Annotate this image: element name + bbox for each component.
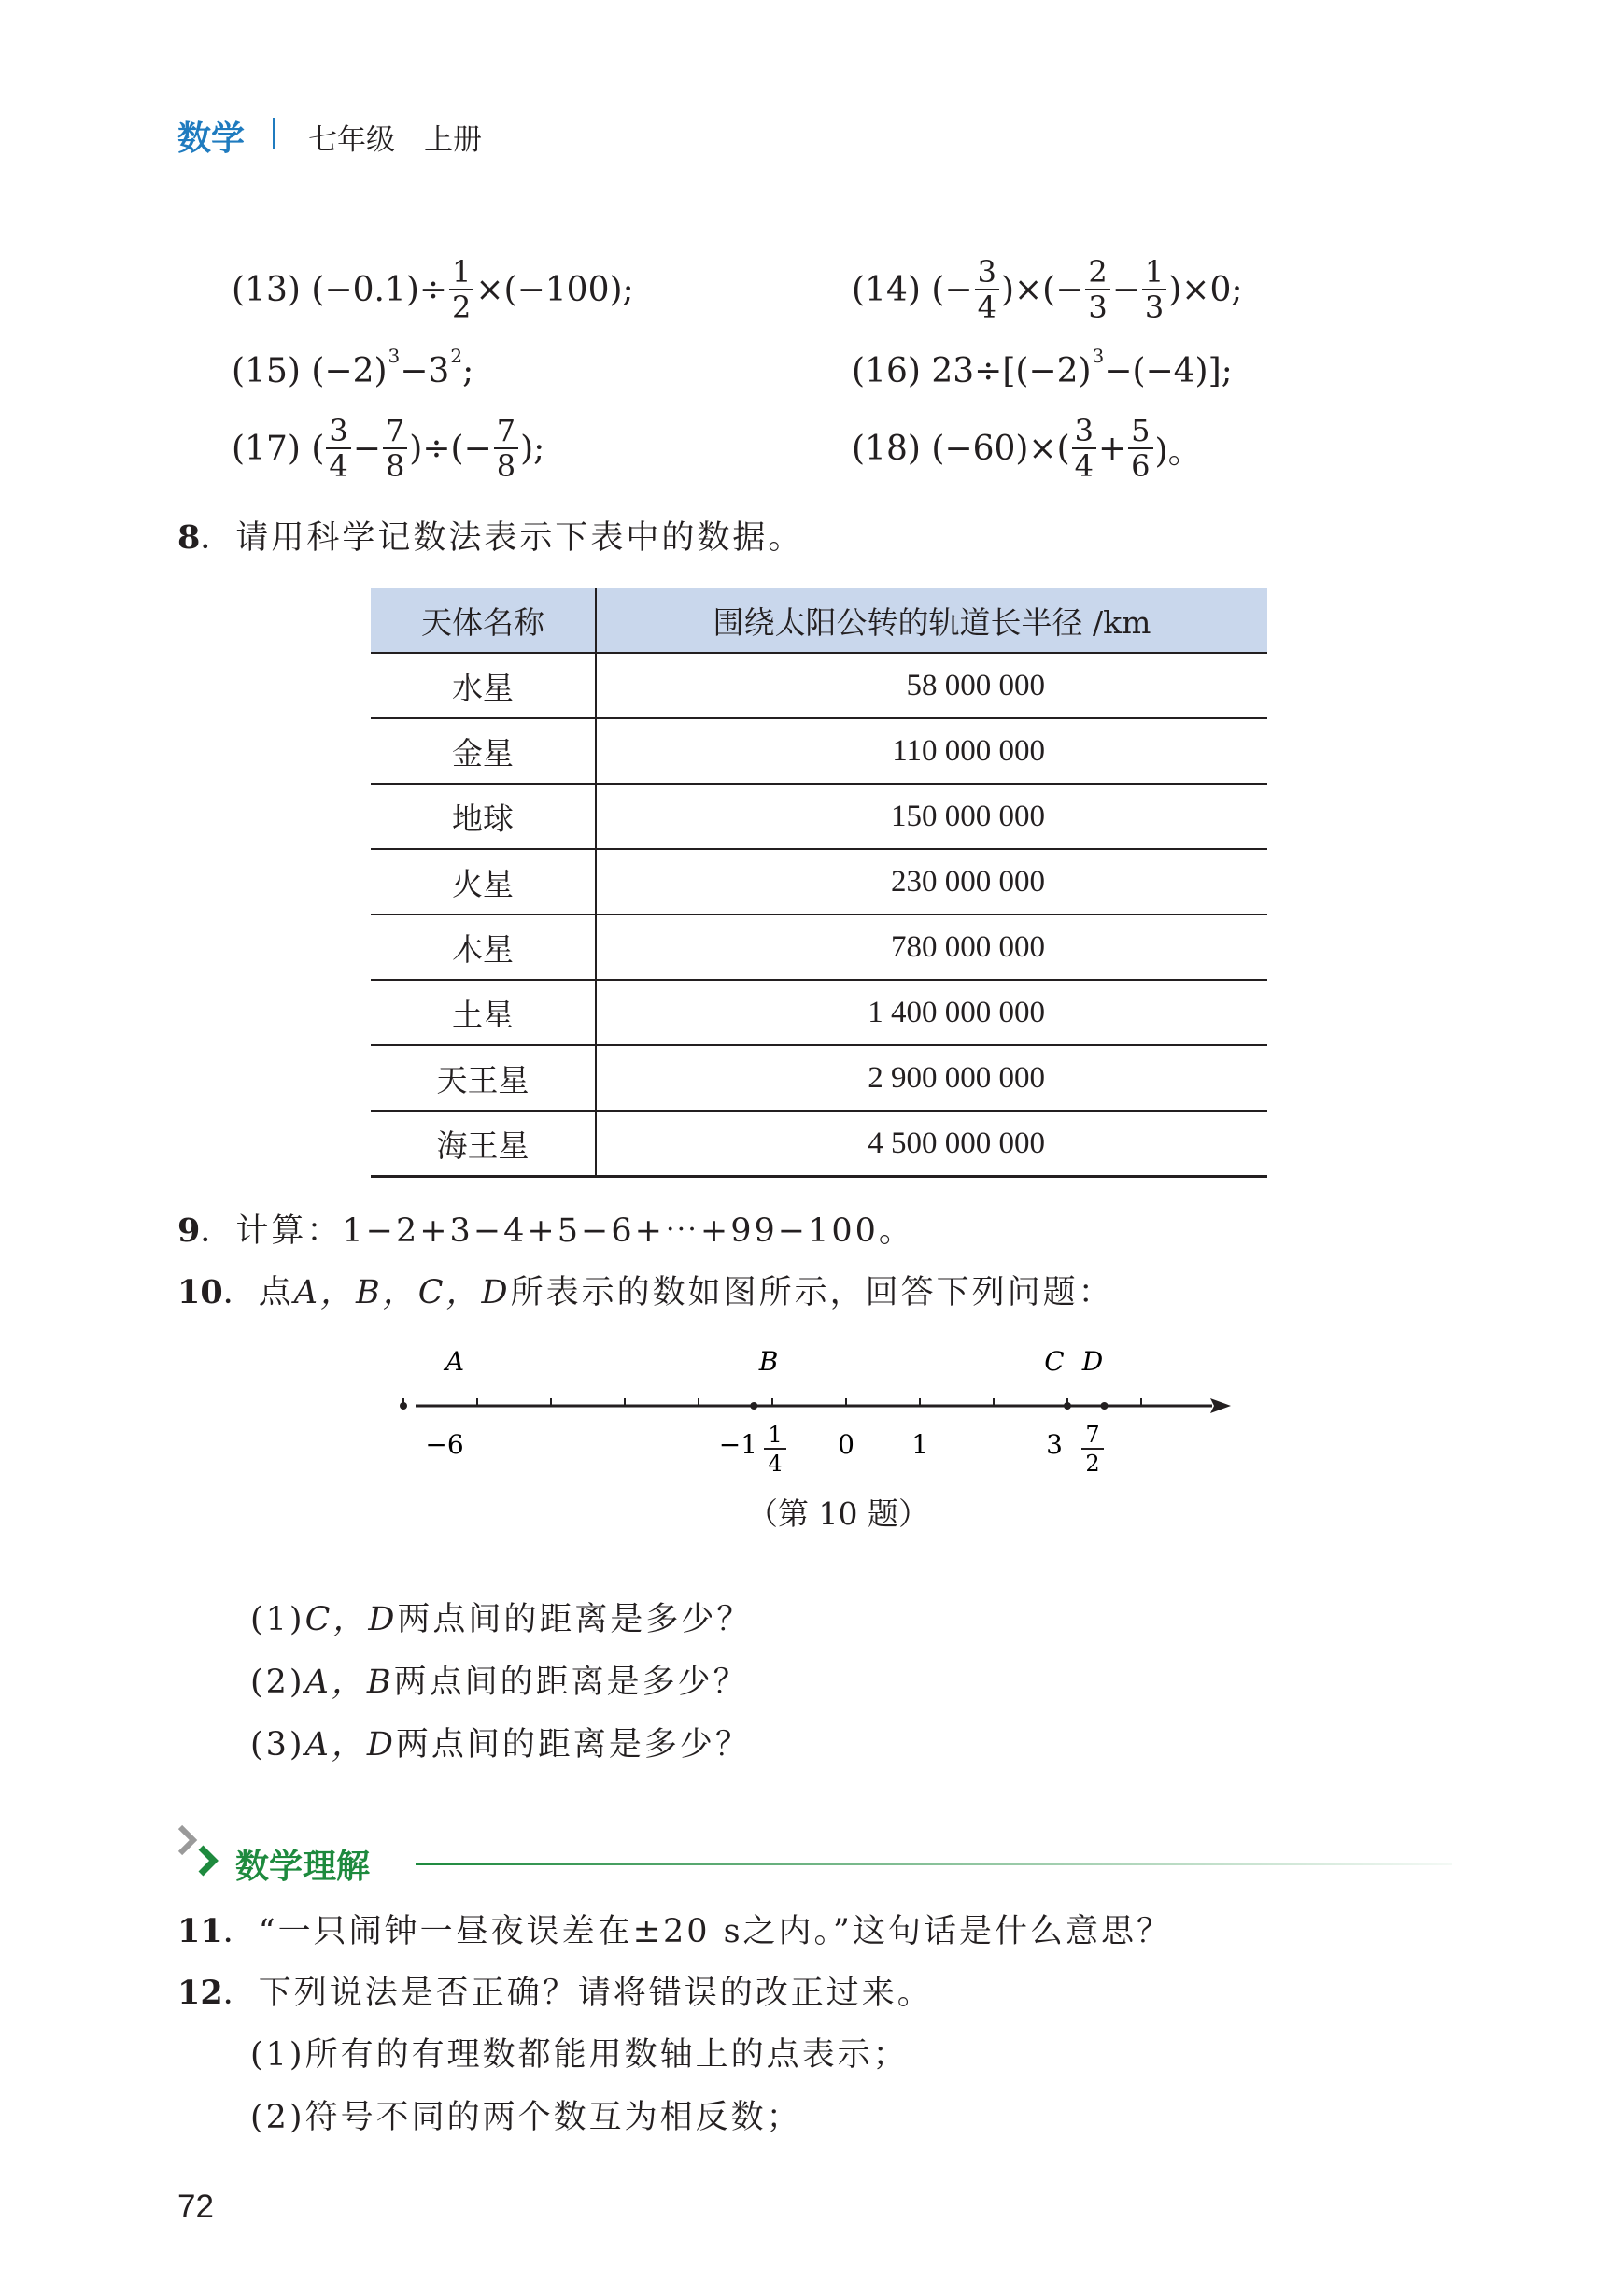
table-row — [371, 1045, 1267, 1111]
question-10-3: (3)A，D两点间的距离是多少？ — [250, 1726, 751, 1764]
table-row — [371, 653, 1267, 718]
table-row — [371, 849, 1267, 914]
question-10-1: (1)C，D两点间的距离是多少？ — [250, 1601, 753, 1638]
point-label-b: B — [758, 1346, 779, 1377]
header-subject: 数学 — [177, 120, 246, 158]
figure-caption: （第 10 题） — [747, 1495, 929, 1532]
tick-label: 7 — [1085, 1422, 1100, 1448]
orbit-radius: 110 000 000 — [596, 718, 1267, 784]
planet-name: 水星 — [371, 653, 596, 718]
planet-name: 金星 — [371, 718, 596, 784]
orbit-radius: 4 500 000 000 — [596, 1111, 1267, 1177]
number-line-figure — [0, 1326, 1624, 1513]
tick-label: 2 — [1085, 1451, 1100, 1477]
header-grade: 七年级 上册 — [308, 123, 482, 157]
planet-name: 地球 — [371, 784, 596, 849]
fraction: $\frac{1}{3}$ — [1142, 257, 1166, 322]
point-a — [400, 1402, 407, 1410]
point-label-c: C — [1044, 1346, 1065, 1377]
point-label-a: A — [445, 1346, 465, 1377]
table-row — [371, 784, 1267, 849]
planet-name: 木星 — [371, 914, 596, 980]
question-9: 9．计算：1−2+3−4+5−6+⋯+99−100。 — [177, 1211, 914, 1250]
exercise-15: (15) (−2) 3 −3 2 ; — [232, 345, 474, 390]
tick-label: 0 — [838, 1429, 854, 1460]
question-10-2: (2)A，B两点间的距离是多少？ — [250, 1664, 749, 1701]
table-header-row — [371, 588, 1267, 653]
exercise-16: (16) 23÷[(−2) 3 −(−4)]; — [852, 345, 1233, 390]
header-separator — [273, 118, 275, 149]
table-row — [371, 718, 1267, 784]
orbit-radius: 1 400 000 000 — [596, 980, 1267, 1045]
planet-name: 土星 — [371, 980, 596, 1045]
planet-name: 海王星 — [371, 1111, 596, 1177]
tick-label: −1 — [718, 1429, 757, 1460]
fraction: $\frac{3}{4}$ — [1072, 416, 1096, 481]
exercise-18: (18) (−60)×( $\frac{3}{4}$ + $\frac{5}{6}$ )。 — [852, 413, 1202, 484]
point-label-d: D — [1081, 1346, 1104, 1377]
table-row — [371, 914, 1267, 980]
planet-name: 火星 — [371, 849, 596, 914]
question-12: 12．下列说法是否正确？请将错误的改正过来。 — [177, 1974, 933, 2012]
table-header-cell: 天体名称 — [371, 588, 596, 653]
exercise-13: (13) (−0.1)÷ $\frac{1}{2}$ ×(−100); — [232, 254, 634, 325]
section-divider — [416, 1863, 1452, 1865]
exercise-17: (17) ( $\frac{3}{4}$ − $\frac{7}{8}$ )÷(− $\frac{7}{8}$ ); — [232, 413, 545, 484]
question-12-2: (2)符号不同的两个数互为相反数； — [250, 2099, 802, 2136]
tick-label: 1 — [911, 1429, 928, 1460]
axis-arrow-icon — [1210, 1398, 1231, 1413]
fraction: $\frac{3}{4}$ — [975, 257, 999, 322]
tick-label: 1 — [768, 1422, 783, 1448]
point-b — [750, 1402, 757, 1410]
orbit-radius: 2 900 000 000 — [596, 1045, 1267, 1111]
question-10: 10．点A，B，C，D所表示的数如图所示，回答下列问题： — [177, 1273, 1114, 1311]
fraction: $\frac{5}{6}$ — [1128, 416, 1152, 481]
fraction: $\frac{3}{4}$ — [326, 416, 350, 481]
tick-label: 3 — [1046, 1429, 1063, 1460]
orbit-radius: 150 000 000 — [596, 784, 1267, 849]
tick-label: −6 — [425, 1429, 464, 1460]
question-12-1: (1)所有的有理数都能用数轴上的点表示； — [250, 2036, 909, 2074]
fraction: $\frac{7}{8}$ — [494, 416, 518, 481]
fraction: $\frac{7}{8}$ — [383, 416, 407, 481]
orbit-radius: 230 000 000 — [596, 849, 1267, 914]
planet-name: 天王星 — [371, 1045, 596, 1111]
table-header-cell: 围绕太阳公转的轨道长半径 /km — [596, 588, 1267, 653]
section-title: 数学理解 — [235, 1848, 371, 1886]
question-11: 11．“一只闹钟一昼夜误差在±20 s之内。”这句话是什么意思？ — [177, 1912, 1172, 1950]
planet-orbit-table — [371, 588, 1267, 1178]
fraction: $\frac{2}{3}$ — [1085, 257, 1109, 322]
fraction: $\frac{1}{2}$ — [449, 257, 473, 322]
orbit-radius: 780 000 000 — [596, 914, 1267, 980]
point-c — [1064, 1402, 1071, 1410]
question-8: 8．请用科学记数法表示下表中的数据。 — [177, 518, 804, 557]
tick-label: 4 — [768, 1451, 783, 1477]
page-number: 72 — [177, 2189, 214, 2225]
table-row — [371, 1111, 1267, 1177]
table-row — [371, 980, 1267, 1045]
exercise-14: (14) (− $\frac{3}{4}$ )×(− $\frac{2}{3}$ − $\frac{1}{3}$ )×0; — [852, 254, 1243, 325]
orbit-radius: 58 000 000 — [596, 653, 1267, 718]
point-d — [1101, 1402, 1109, 1410]
